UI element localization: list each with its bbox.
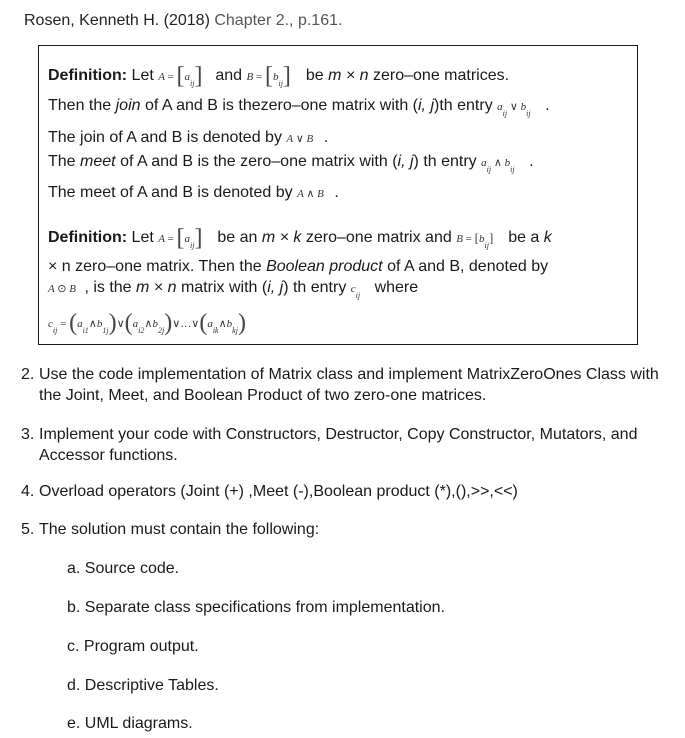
term-boolean-product: Boolean product: [266, 258, 383, 275]
math-A-def: $A = [a_{ij}]$: [158, 63, 203, 89]
citation-chapter-page: Chapter 2., p.161.: [214, 12, 343, 29]
math-c-entry: $c_{ij}$: [350, 283, 361, 300]
def1-label: Definition:: [48, 67, 128, 84]
def2-label: Definition:: [48, 229, 128, 246]
def1-line3: The join of A and B is denoted by A ∨ B .: [48, 129, 329, 146]
def2-line3: A ⊙ B , is the m × n matrix with (i, j) th entry $c_{ij}$ where: [48, 279, 419, 300]
term-meet: meet: [80, 153, 116, 170]
term-join: join: [115, 97, 141, 114]
math-B-def2: $B = [b_{ij}]$: [456, 230, 494, 250]
math-boolean-notation: A ⊙ B: [48, 283, 76, 295]
def1-line4: The meet of A and B is the zero–one matrix with (i, j) th entry $a_{ij}$ ∧ $b_{ij}$ .: [48, 153, 534, 174]
def1-line5: The meet of A and B is denoted by A ∧ B .: [48, 184, 339, 201]
def1-line2: Then the join of A and B is thezero–one matrix with (i, j)th entry $a_{ij}$ ∨ $b_{ij}$ .: [48, 97, 550, 118]
subitem-e: e. UML diagrams.: [67, 715, 193, 732]
math-meet-notation: A ∧ B: [297, 188, 324, 200]
document-page: Rosen, Kenneth H. (2018) Chapter 2., p.161. Definition: Let $A = [a_{ij}]$ and $B = [b_{ij}]$ be m × n zero–one matrices. Then the join of A and B is thezero–one matrix with (i, j)th entry $a_{ij}$ ∨ $b_{ij}$ . The join of A and B is denoted by A ∨ B . The meet of A and B is the zero–one matrix with (i, j) th entry $a_{ij}$ ∧ $b_{ij}$ . The meet of A and B is denoted by A ∧ B . Definition: Let $A = [a_{ij}]$ be an m × k zero–one matrix and $B = [b_{ij}]$ be a k × n zero–one matrix. Then the Boolean product of A and B, denoted by A ⊙ B , is the m × n matrix with (i, j) th entry $c_{ij}$ where $c_{ij}$ = $(a_{i1}\wedge b_{1j})\vee(a_{i2}\wedge b_{2j})\vee\dots\vee(a_{ik}\wedge b_{kj})$ 2. Use the code implementation of Matrix class and implement MatrixZeroOnes Class with the Joint, Meet, and Boolean Product of two zero-one matrices. 3. Implement your code with Constructors, Destructor, Copy Constructor, Mutators, and Accessor functions. 4. Overload operators (Joint (+) ,Meet (-),Boolean product (*),(),>>,<<) 5. The solution must contain the following: a. Source code. b. Separate class specifications from implementation. c. Program output. d. Descriptive Tables. e. UML diagrams.: [21, 12, 659, 732]
subitem-d: d. Descriptive Tables.: [67, 677, 219, 694]
math-A-def2: $A = [a_{ij}]$: [158, 225, 203, 251]
math-join-entry: $a_{ij}$ ∨ $b_{ij}$: [497, 101, 531, 118]
def2-line2: × n zero–one matrix. Then the Boolean product of A and B, denoted by: [48, 258, 549, 275]
boolean-product-formula: $c_{ij}$ = $(a_{i1}\wedge b_{1j})\vee(a_{i2}\wedge b_{2j})\vee\dots\vee(a_{ik}\wedge b_{kj})$: [48, 310, 246, 336]
math-B-def: $B = [b_{ij}]$: [246, 63, 291, 89]
subitem-b: b. Separate class specifications from implementation.: [67, 599, 445, 616]
citation: [24, 12, 342, 30]
math-meet-entry: $a_{ij}$ ∧ $b_{ij}$: [481, 157, 515, 174]
subitem-c: c. Program output.: [67, 638, 199, 655]
def1-line1: Definition: Let $A = [a_{ij}]$ and $B = [b_{ij}]$ be m × n zero–one matrices.: [48, 63, 510, 89]
definition-box: [38, 45, 638, 345]
def2-line1: Definition: Let $A = [a_{ij}]$ be an m × k zero–one matrix and $B = [b_{ij}]$ be a k: [48, 225, 552, 251]
subitem-a: a. Source code.: [67, 560, 180, 577]
citation-author-year: Rosen, Kenneth H. (2018): [24, 12, 210, 29]
math-join-notation: A ∨ B: [286, 133, 314, 145]
